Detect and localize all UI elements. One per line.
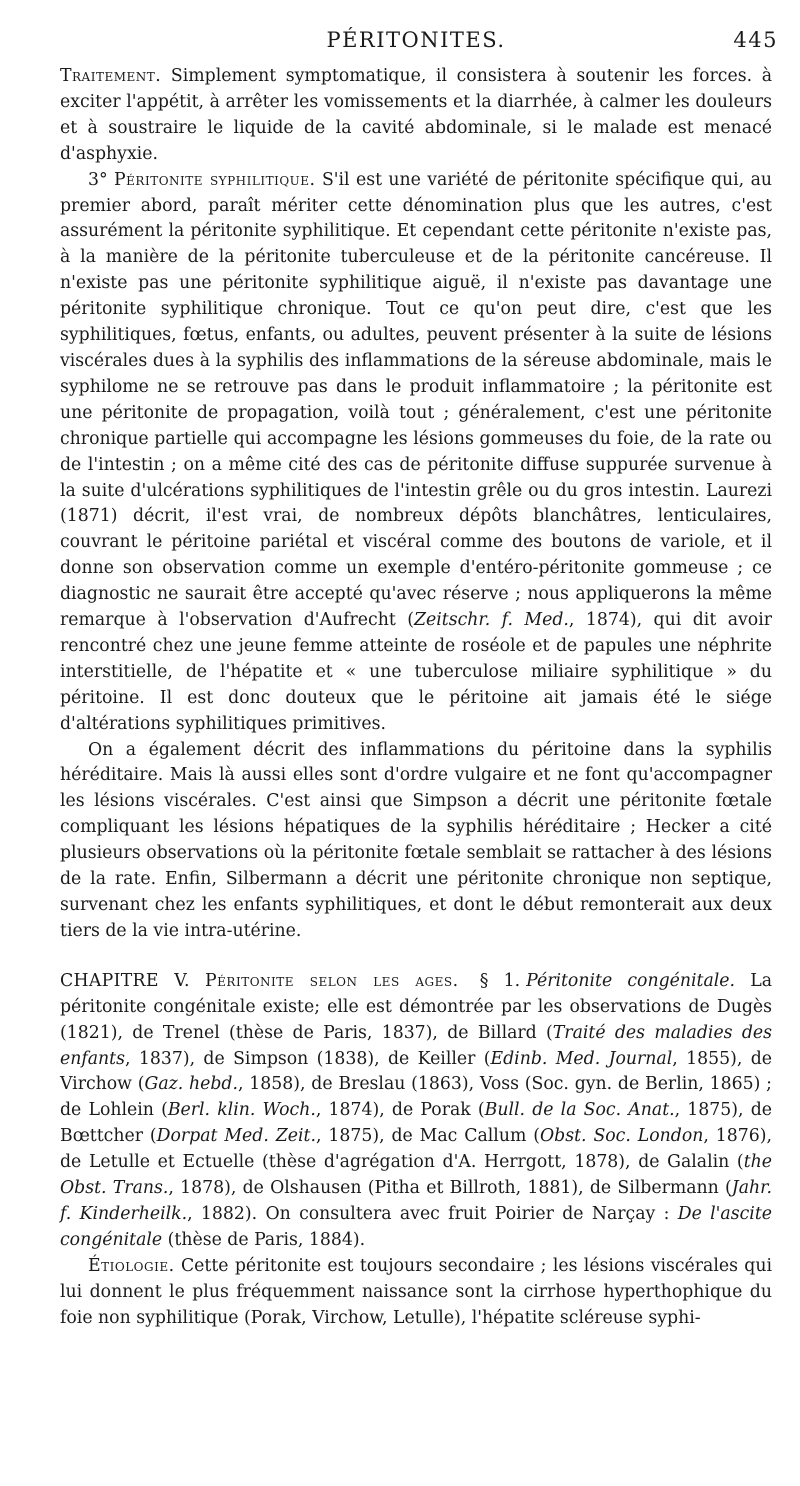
paragraph-chapter — [60, 969, 772, 1254]
running-title: PÉRITONITES. — [326, 28, 506, 52]
chapter-text-10: , 1882). On consultera avec fruit Poirier de Narçay : — [187, 1203, 678, 1224]
paragraph-traitement — [60, 64, 772, 168]
page — [60, 28, 778, 1332]
etiologie-text: Cette péritonite est toujours secondaire ; les lésions viscérales qui lui donnent le plus fréquemment naissance sont la cirrhose hyperthophique du foie non syphilitique (Porak, Virchow, Letulle), l'hépatite scléreuse syphi- — [60, 1255, 772, 1328]
traitement-text: Simplement symptomatique, il consistera à soutenir les forces. à exciter l'appétit, à arrêter les vomissements et la diarrhée, à calmer les douleurs et à soustraire le liquide de la cavité abdominale, si le malade est menacé d'asphyxie. — [60, 66, 772, 164]
chapter-text-7: , 1875), de Mac Callum ( — [315, 1126, 540, 1147]
chapter-text-2: , 1837), de Simpson (1838), de Keiller ( — [125, 1048, 491, 1069]
etiologie-label: Étiologie. — [88, 1255, 175, 1276]
citation-billard: Traité des maladies des enfants — [60, 1022, 773, 1069]
chapter-title: Péritonite selon les ages. — [205, 970, 459, 991]
chapter-text-5: , 1874), de Porak ( — [315, 1100, 485, 1121]
paragraph-etiologie — [60, 1254, 772, 1332]
chapter-gap — [60, 945, 772, 969]
syphilitique-number: 3° — [88, 169, 108, 190]
syphilitique-citation-zeitschr: Zeitschr. f. Med. — [414, 610, 569, 631]
citation-galalin: the Obst. Trans. — [60, 1152, 772, 1199]
chapter-text-6: , 1875), de Bœttcher ( — [60, 1100, 772, 1147]
chapter-text-3: , 1855), de Virchow ( — [60, 1048, 772, 1095]
chapter-text-11: (thèse de Paris, 1884). — [162, 1229, 366, 1250]
running-head — [60, 28, 778, 64]
citation-boettcher: Dorpat Med. Zeit. — [156, 1126, 316, 1147]
paragraph-syphilitique — [60, 168, 772, 738]
paragraph-hereditaire — [60, 738, 772, 945]
citation-lohlein: Berl. klin. Woch. — [167, 1100, 316, 1121]
syphilitique-text-2: , 1874), qui dit avoir rencontré chez une jeune femme atteinte de roséole et de papules une néphrite interstitielle, de l'hépatite et « une tuberculose miliaire syphilitique » du péritoine. Il est donc douteux que le péritoine ait jamais été le siége d'altérations syphilitiques primitives. — [60, 610, 772, 734]
syphilitique-text-1: S'il est une variété de péritonite spécifique qui, au premier abord, paraît mériter cette dénomination plus que les autres, c'est assurément la péritonite syphilitique. Et cependant cette péritonite n'existe pas, à la manière de la péritonite tuberculeuse et de la péritonite cancéreuse. Il n'existe pas une péritonite syphilitique aiguë, il n'existe pas davantage une péritonite syphilitique chronique. Tout ce qu'on peut dire, c'est que les syphilitiques, fœtus, enfants, ou adultes, peuvent présenter à la suite de lésions viscérales dues à la syphilis des inflammations de la séreuse abdominale, mais le syphilome ne se retrouve pas dans le produit inflammatoire ; la péritonite est une péritonite de propagation, voilà tout ; généralement, c'est une péritonite chronique partielle qui accompagne les lésions gommeuses du foie, de la rate ou de l'intestin ; on a même cité des cas de péritonite diffuse suppurée survenue à la suite d'ulcérations syphilitiques de l'intestin grêle ou du gros intestin. Laurezi (1871) décrit, il'est vrai, de nombreux dépôts blanchâtres, lenticulaires, couvrant le péritoine pariétal et viscéral comme des boutons de variole, et il donne son observation comme un exemple d'entéro-péritonite gommeuse ; ce diagnostic ne saurait être accepté qu'avec réserve ; nous appliquerons la même remarque à l'observation d'Aufrecht ( — [60, 169, 772, 631]
chapter-text-9: , 1878), de Olshausen (Pitha et Billroth, 1881), de Silbermann ( — [168, 1178, 732, 1199]
citation-porak: Bull. de la Soc. Anat. — [484, 1100, 675, 1121]
page-number: 445 — [733, 28, 778, 52]
syphilitique-label: Péritonite syphilitique. — [114, 169, 316, 190]
chapter-text-1: La péritonite congénitale existe; elle est démontrée par les observations de Dugès (1821), de Trenel (thèse de Paris, 1837), de Billard ( — [60, 970, 773, 1043]
chapter-label: CHAPITRE V. — [60, 970, 190, 991]
traitement-label: Traitement. — [60, 66, 162, 86]
citation-keiller: Edinb. Med. Journal — [490, 1048, 673, 1069]
citation-virchow: Gaz. hebd. — [144, 1074, 238, 1095]
hereditaire-text: On a également décrit des inflammations du péritoine dans la syphilis héréditaire. Mais là aussi elles sont d'ordre vulgaire et ne font qu'accompagner les lésions viscérales. C'est ainsi que Simpson a décrit une péritonite fœtale compliquant les lésions hépatiques de la syphilis héréditaire ; Hecker a cité plusieurs observations où la péritonite fœtale semblait se rattacher à des lésions de la rate. Enfin, Silbermann a décrit une péritonite chronique non septique, survenant chez les enfants syphilitiques, et dont le début remonterait aux deux tiers de la vie intra-utérine. — [60, 739, 772, 941]
section-mark: § 1. — [479, 970, 521, 991]
section-title: Péritonite congénitale. — [526, 970, 736, 991]
citation-mac-callum: Obst. Soc. London — [540, 1126, 704, 1147]
citation-silbermann: Jahr. f. Kinderheilk. — [60, 1178, 772, 1224]
chapter-text-4: , 1858), de Breslau (1863), Voss (Soc. gyn. de Berlin, 1865) ; de Lohlein ( — [60, 1074, 772, 1121]
citation-poirier: De l'ascite congénitale — [60, 1203, 772, 1250]
chapter-text-8: , 1876), de Letulle et Ectuelle (thèse d'agrégation d'A. Herrgott, 1878), de Galalin ( — [60, 1126, 772, 1173]
